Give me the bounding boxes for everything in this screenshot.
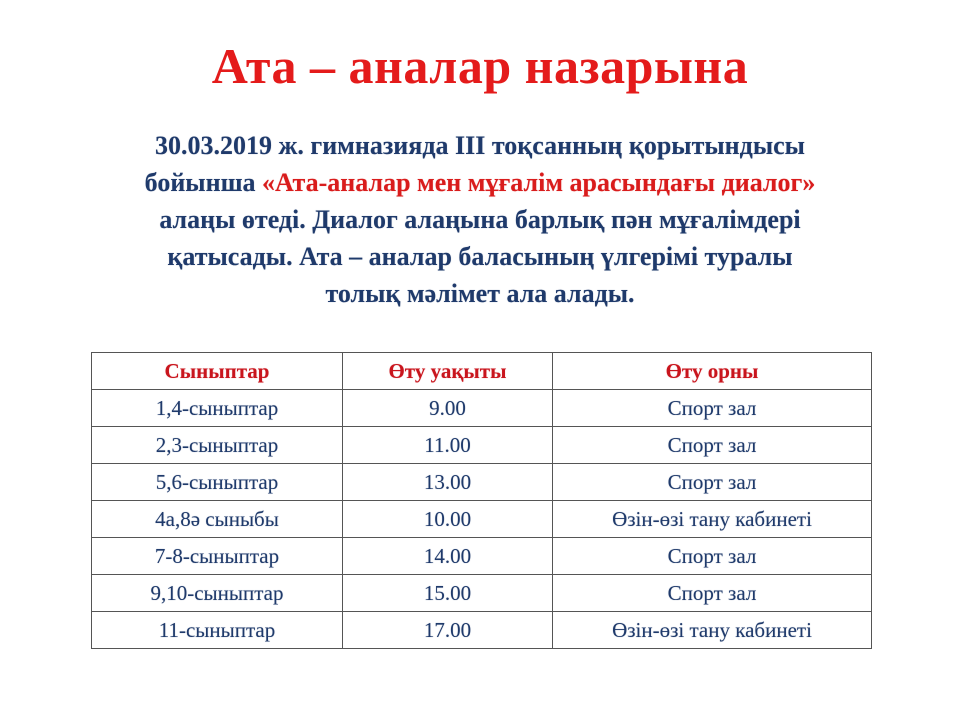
cell-classes: 1,4-сыныптар	[92, 390, 343, 427]
announcement-text	[60, 127, 900, 312]
table-row	[92, 612, 872, 649]
announcement-line-5: толық мәлімет ала алады.	[325, 279, 635, 308]
cell-location: Спорт зал	[553, 427, 872, 464]
cell-location: Спорт зал	[553, 464, 872, 501]
cell-classes: 9,10-сыныптар	[92, 575, 343, 612]
cell-time: 15.00	[343, 575, 553, 612]
cell-classes: 5,6-сыныптар	[92, 464, 343, 501]
cell-classes: 7-8-сыныптар	[92, 538, 343, 575]
announcement-line-3: алаңы өтеді. Диалог алаңына барлық пән мұғалімдері	[159, 205, 801, 234]
cell-time: 11.00	[343, 427, 553, 464]
cell-classes: 11-сыныптар	[92, 612, 343, 649]
cell-time: 13.00	[343, 464, 553, 501]
cell-location: Спорт зал	[553, 538, 872, 575]
cell-time: 14.00	[343, 538, 553, 575]
cell-time: 10.00	[343, 501, 553, 538]
table-row	[92, 538, 872, 575]
header-classes: Сыныптар	[92, 353, 343, 390]
cell-classes: 2,3-сыныптар	[92, 427, 343, 464]
dialog-event-name: «Ата-аналар мен мұғалім арасындағы диалог»	[262, 168, 816, 197]
announcement-line-1: 30.03.2019 ж. гимназияда III тоқсанның қорытындысы	[155, 131, 805, 160]
cell-time: 17.00	[343, 612, 553, 649]
header-location: Өту орны	[553, 353, 872, 390]
cell-classes: 4а,8ә сыныбы	[92, 501, 343, 538]
table-header-row	[92, 353, 872, 390]
schedule-table	[91, 352, 872, 649]
table-row	[92, 575, 872, 612]
table-row	[92, 427, 872, 464]
announcement-line-2	[60, 164, 900, 201]
announcement-line-2-prefix: бойынша	[144, 168, 263, 197]
cell-location: Спорт зал	[553, 390, 872, 427]
cell-location: Өзін-өзі тану кабинеті	[553, 612, 872, 649]
table-row	[92, 390, 872, 427]
cell-location: Өзін-өзі тану кабинеті	[553, 501, 872, 538]
announcement-line-4: қатысады. Ата – аналар баласының үлгерімі туралы	[167, 242, 793, 271]
table-row	[92, 501, 872, 538]
table-row	[92, 464, 872, 501]
page-title: Ата – аналар назарына	[211, 38, 749, 94]
header-time: Өту уақыты	[343, 353, 553, 390]
cell-location: Спорт зал	[553, 575, 872, 612]
cell-time: 9.00	[343, 390, 553, 427]
